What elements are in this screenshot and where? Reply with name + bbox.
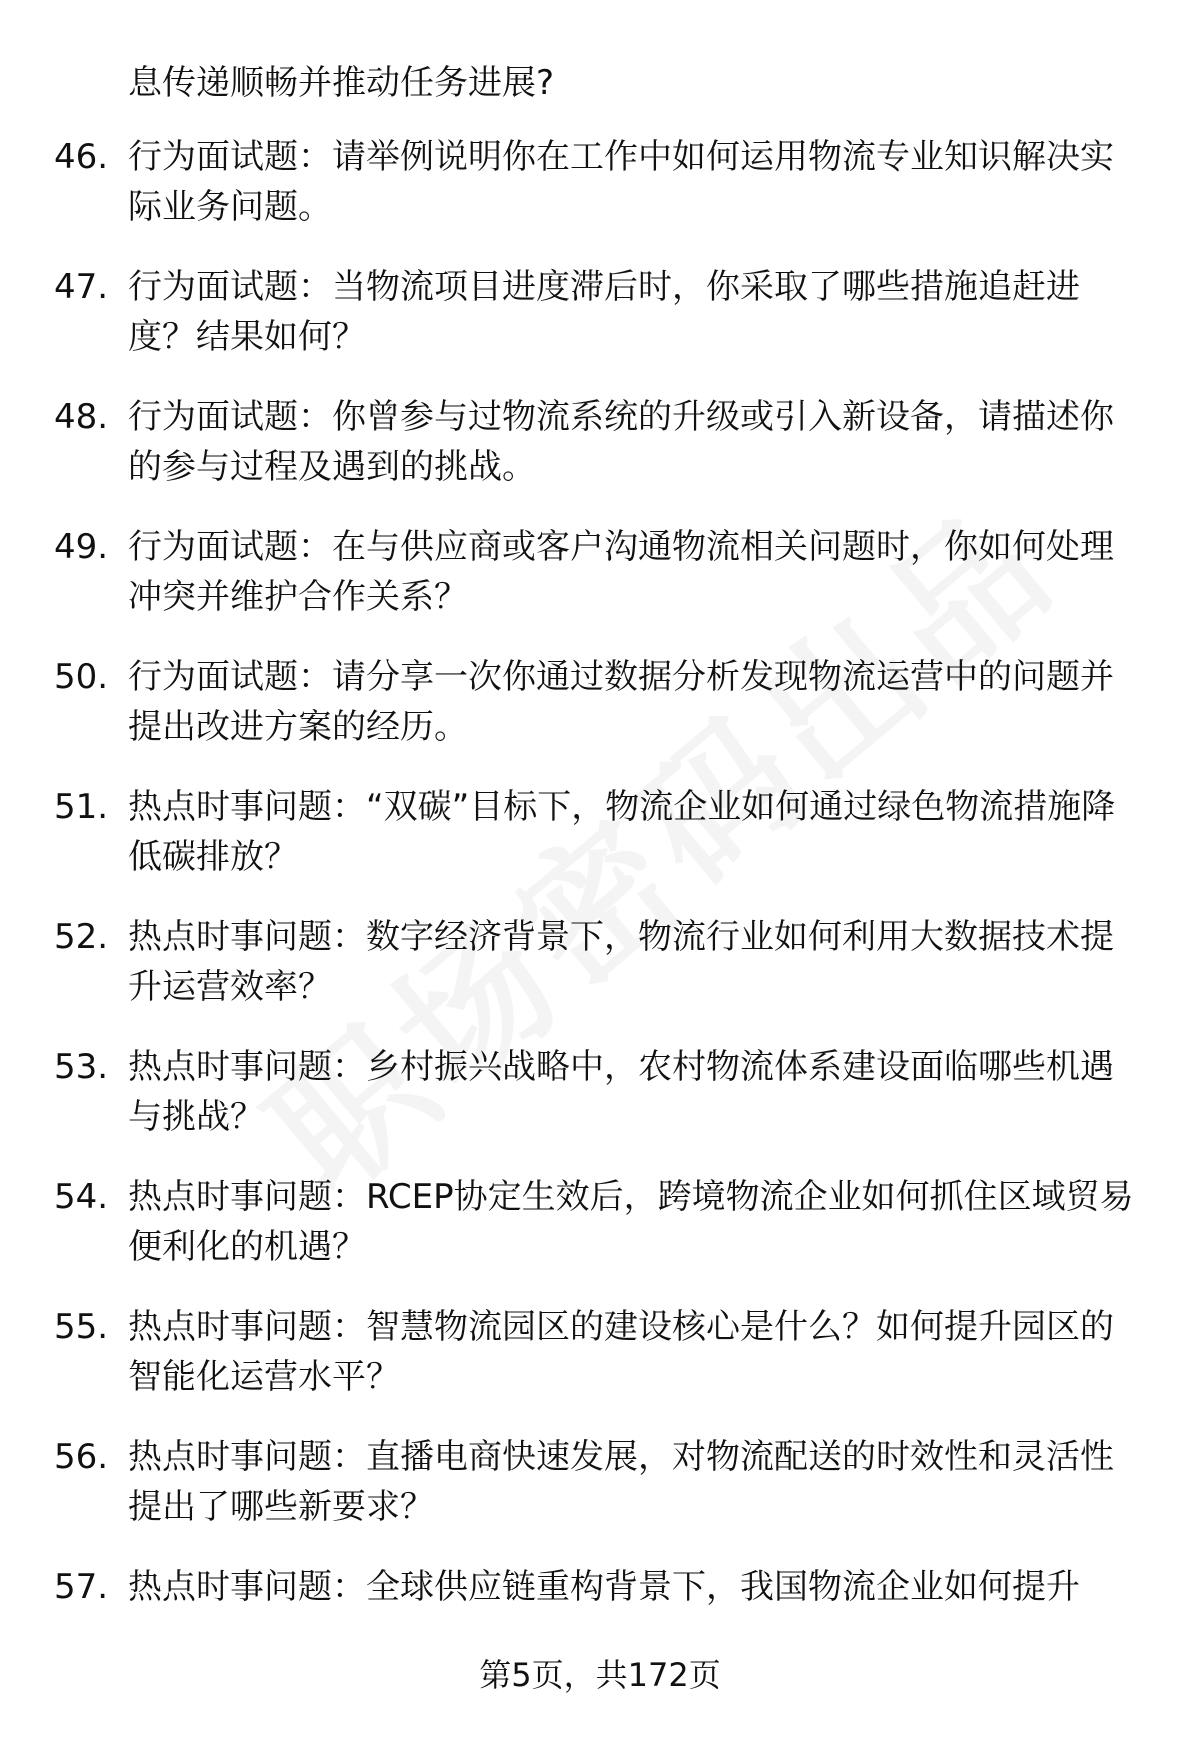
item-text: 热点时事问题：RCEP协定生效后，跨境物流企业如何抓住区域贸易便利化的机遇？ — [128, 1177, 1134, 1267]
item-text: 热点时事问题：“双碳”目标下，物流企业如何通过绿色物流措施降低碳排放？ — [128, 787, 1116, 877]
item-number: 48. — [54, 397, 109, 437]
list-item — [0, 1302, 1200, 1432]
item-number: 47. — [54, 267, 109, 307]
item-number: 53. — [54, 1047, 109, 1087]
list-item — [0, 132, 1200, 262]
continuation-text: 息传递顺畅并推动任务进展? — [128, 63, 555, 103]
list-item — [0, 1042, 1200, 1172]
item-text: 热点时事问题：智慧物流园区的建设核心是什么？如何提升园区的智能化运营水平？ — [128, 1307, 1114, 1397]
list-item — [0, 392, 1200, 522]
item-text: 热点时事问题：直播电商快速发展，对物流配送的时效性和灵活性提出了哪些新要求？ — [128, 1437, 1114, 1527]
item-text: 行为面试题：当物流项目进度滞后时，你采取了哪些措施追赶进度？结果如何？ — [128, 267, 1080, 357]
list-item — [0, 262, 1200, 392]
item-number: 55. — [54, 1307, 109, 1347]
item-number: 51. — [54, 787, 109, 827]
list-item — [0, 522, 1200, 652]
page-footer: 第5页，共172页 — [479, 1656, 721, 1694]
item-text: 行为面试题：请分享一次你通过数据分析发现物流运营中的问题并提出改进方案的经历。 — [128, 657, 1114, 747]
list-item — [0, 1432, 1200, 1562]
item-number: 50. — [54, 657, 109, 697]
item-number: 52. — [54, 917, 109, 957]
item-text: 行为面试题：你曾参与过物流系统的升级或引入新设备，请描述你的参与过程及遇到的挑战。 — [128, 397, 1114, 487]
item-text: 热点时事问题：乡村振兴战略中，农村物流体系建设面临哪些机遇与挑战？ — [128, 1047, 1114, 1137]
list-item — [0, 912, 1200, 1042]
item-text: 热点时事问题：全球供应链重构背景下，我国物流企业如何提升 — [128, 1567, 1080, 1607]
question-list — [0, 132, 1200, 1692]
item-number: 57. — [54, 1567, 109, 1607]
item-text: 行为面试题：请举例说明你在工作中如何运用物流专业知识解决实际业务问题。 — [128, 137, 1114, 227]
list-item — [0, 1172, 1200, 1302]
list-item — [0, 782, 1200, 912]
item-number: 56. — [54, 1437, 109, 1477]
item-number: 46. — [54, 137, 109, 177]
item-number: 54. — [54, 1177, 109, 1217]
item-text: 行为面试题：在与供应商或客户沟通物流相关问题时，你如何处理冲突并维护合作关系？ — [128, 527, 1114, 617]
item-text: 热点时事问题：数字经济背景下，物流行业如何利用大数据技术提升运营效率？ — [128, 917, 1114, 1007]
list-item — [0, 652, 1200, 782]
item-number: 49. — [54, 527, 109, 567]
